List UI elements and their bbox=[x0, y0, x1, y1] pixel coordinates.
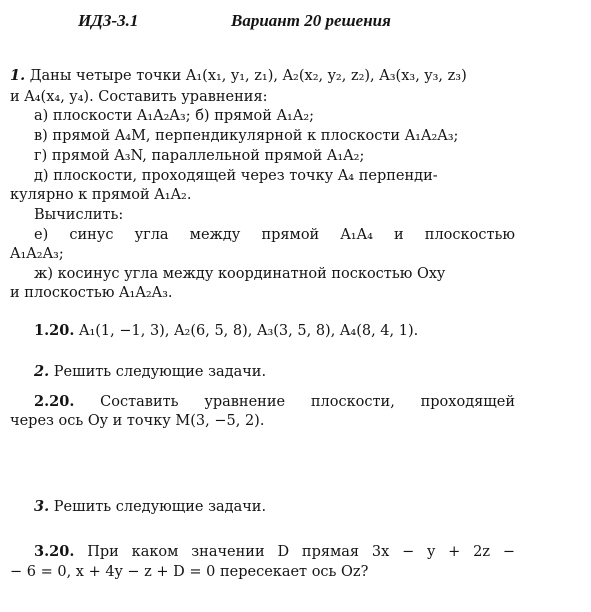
variant-2-text-1: Составить уравнение плоскости, проходящей bbox=[74, 394, 515, 410]
variant-3-number: 3.20. bbox=[34, 543, 75, 560]
task-1-item-d: д) плоскости, проходящей через точку A₄ перпенди- bbox=[34, 168, 438, 184]
task-1-line-1 bbox=[10, 67, 467, 85]
page-header bbox=[0, 11, 591, 35]
task-3-text: Решить следующие задачи. bbox=[49, 499, 267, 515]
task-2 bbox=[34, 363, 266, 381]
task-1-compute-label: Вычислить: bbox=[34, 207, 124, 223]
variant-3-line-2: − 6 = 0, x + 4y − z + D = 0 пересекает ось Oz? bbox=[10, 564, 369, 580]
variant-3-line-1 bbox=[34, 543, 515, 561]
variant-2-line-2: через ось Oy и точку M(3, −5, 2). bbox=[10, 413, 265, 429]
variant-1 bbox=[34, 322, 418, 340]
variant-3-text-1: При каком значении D прямая 3x − y + 2z − bbox=[74, 544, 515, 560]
task-1-item-d-cont: кулярно к прямой A₁A₂. bbox=[10, 187, 192, 203]
task-2-text: Решить следующие задачи. bbox=[49, 364, 267, 380]
task-2-number: 2. bbox=[34, 363, 50, 380]
variant-title: Вариант 20 решения bbox=[231, 11, 391, 30]
variant-2-number: 2.20. bbox=[34, 393, 75, 410]
task-3 bbox=[34, 498, 266, 516]
task-1-item-zh: ж) косинус угла между координатной поскостью Oxy bbox=[34, 266, 446, 282]
variant-1-points: A₁(1, −1, 3), A₂(6, 5, 8), A₃(3, 5, 8), A₄(8, 4, 1). bbox=[74, 323, 419, 339]
task-1-item-e: е) синус угла между прямой A₁A₄ и плоскостью bbox=[34, 227, 515, 243]
task-1-item-g: г) прямой A₃N, параллельной прямой A₁A₂; bbox=[34, 148, 365, 164]
task-1-line-2: и A₄(x₄, y₄). Составить уравнения: bbox=[10, 89, 268, 105]
task-1-item-e-cont: A₁A₂A₃; bbox=[10, 246, 64, 262]
task-1-text-1: Даны четыре точки A₁(x₁, y₁, z₁), A₂(x₂, y₂, z₂), A₃(x₃, y₃, z₃) bbox=[25, 68, 467, 84]
task-3-number: 3. bbox=[34, 498, 50, 515]
variant-1-number: 1.20. bbox=[34, 322, 75, 339]
variant-2-line-1 bbox=[34, 393, 515, 411]
assignment-code: ИДЗ-3.1 bbox=[78, 11, 139, 30]
task-1-item-v: в) прямой A₄M, перпендикулярной к плоскости A₁A₂A₃; bbox=[34, 128, 459, 144]
task-1-number: 1. bbox=[10, 67, 26, 84]
task-1-item-a: а) плоскости A₁A₂A₃; б) прямой A₁A₂; bbox=[34, 108, 315, 124]
task-1-item-zh-cont: и плоскостью A₁A₂A₃. bbox=[10, 285, 173, 301]
